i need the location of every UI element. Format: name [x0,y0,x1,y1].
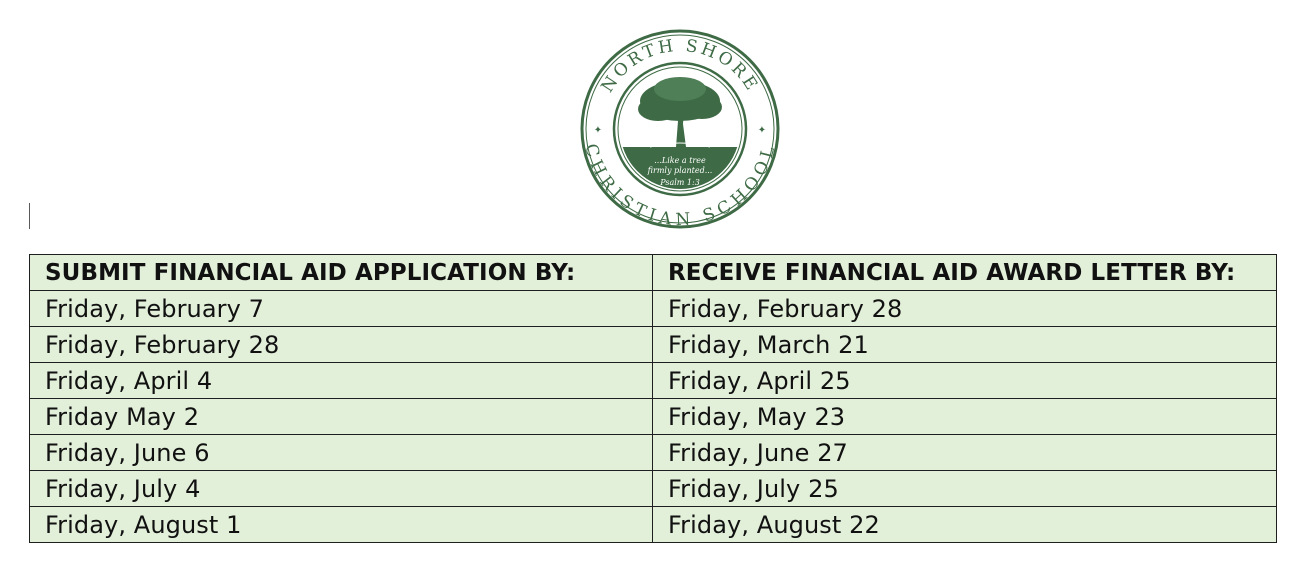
tree-icon [610,77,750,207]
seal-ring-bottom-text: CHRISTIAN SCHOOL [580,141,780,229]
financial-aid-deadlines-table [29,254,1277,543]
table-row [30,363,1277,399]
text-cursor [29,203,30,229]
submit-date-cell: Friday, April 4 [30,363,653,399]
table-row [30,327,1277,363]
submit-date-cell: Friday, February 7 [30,291,653,327]
column-header-receive-award-letter: RECEIVE FINANCIAL AID AWARD LETTER BY: [653,255,1277,291]
table-row [30,435,1277,471]
column-header-submit-application: SUBMIT FINANCIAL AID APPLICATION BY: [30,255,653,291]
seal-ring-top-text: NORTH SHORE [597,35,763,97]
table-row [30,291,1277,327]
award-date-cell: Friday, April 25 [653,363,1277,399]
award-date-cell: Friday, February 28 [653,291,1277,327]
table-row [30,507,1277,543]
award-date-cell: Friday, June 27 [653,435,1277,471]
submit-date-cell: Friday, June 6 [30,435,653,471]
seal-star-right-icon: ✦ [757,125,767,136]
seal-motto-line2: firmly planted... [647,166,713,175]
submit-date-cell: Friday May 2 [30,399,653,435]
seal-motto-line3: Psalm 1:3 [660,178,700,187]
seal-star-left-icon: ✦ [593,125,603,136]
submit-date-cell: Friday, July 4 [30,471,653,507]
table-header-row [30,255,1277,291]
table-row [30,471,1277,507]
submit-date-cell: Friday, August 1 [30,507,653,543]
school-seal-logo [580,29,780,229]
submit-date-cell: Friday, February 28 [30,327,653,363]
award-date-cell: Friday, July 25 [653,471,1277,507]
award-date-cell: Friday, May 23 [653,399,1277,435]
award-date-cell: Friday, August 22 [653,507,1277,543]
award-date-cell: Friday, March 21 [653,327,1277,363]
table-row [30,399,1277,435]
seal-motto-line1: ...Like a tree [654,156,706,165]
